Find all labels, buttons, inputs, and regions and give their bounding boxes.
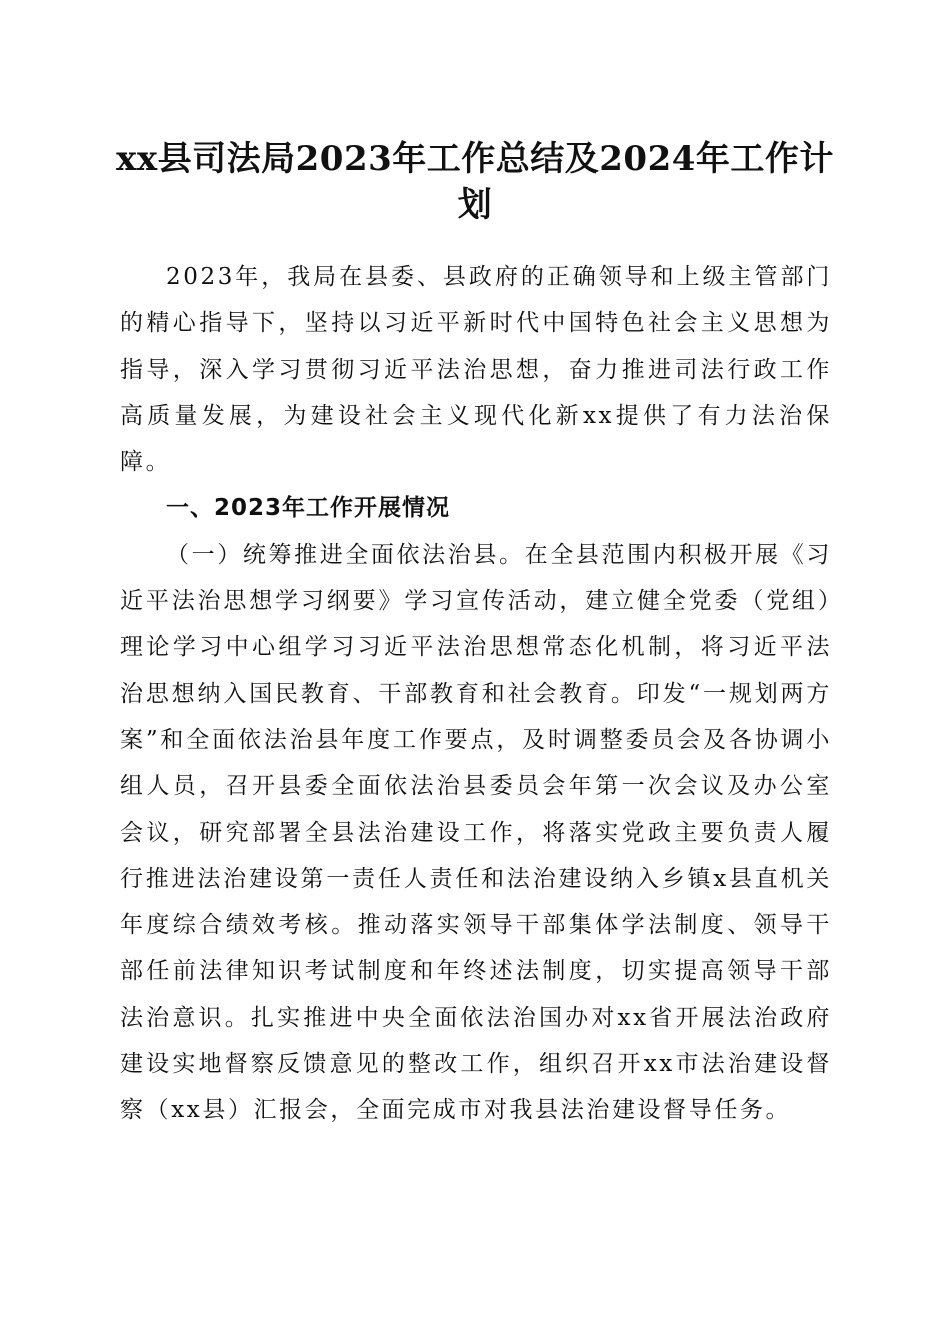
document-title: xx县司法局2023年工作总结及2024年工作计划 <box>116 139 834 225</box>
intro-paragraph: 2023年，我局在县委、县政府的正确领导和上级主管部门的精心指导下，坚持以习近平新时代中国特色社会主义思想为指导，深入学习贯彻习近平法治思想，奋力推进司法行政工作高质量发展，为建设社会主义现代化新xx提供了有力法治保障。 <box>120 264 832 476</box>
section-item-lead: （一）统筹推进全面依法治县。 <box>166 541 525 568</box>
section-item-text: 在全县范围内积极开展《习近平法治思想学习纲要》学习宣传活动，建立健全党委（党组）理论学习中心组学习习近平法治思想常态化机制，将习近平法治思想纳入国民教育、干部教育和社会教育。印发“一规划两方案”和全面依法治县年度工作要点，及时调整委员会及各协调小组人员，召开县委全面依法治县委员会年第一次会议及办公室会议，研究部署全县法治建设工作，将落实党政主要负责人履行推进法治建设第一责任人责任和法治建设纳入乡镇x县直机关年度综合绩效考核。推动落实领导干部集体学法制度、领导干部任前法律知识考试制度和年终述法制度，切实提高领导干部法治意识。扎实推进中央全面依法治国办对xx省开展法治政府建设实地督察反馈意见的整改工作，组织召开xx市法治建设督察（xx县）汇报会，全面完成市对我县法治建设督导任务。 <box>120 541 832 1124</box>
document-body <box>120 254 832 1134</box>
section-item-paragraph <box>120 532 832 1134</box>
section-heading: 一、2023年工作开展情况 <box>166 495 451 522</box>
